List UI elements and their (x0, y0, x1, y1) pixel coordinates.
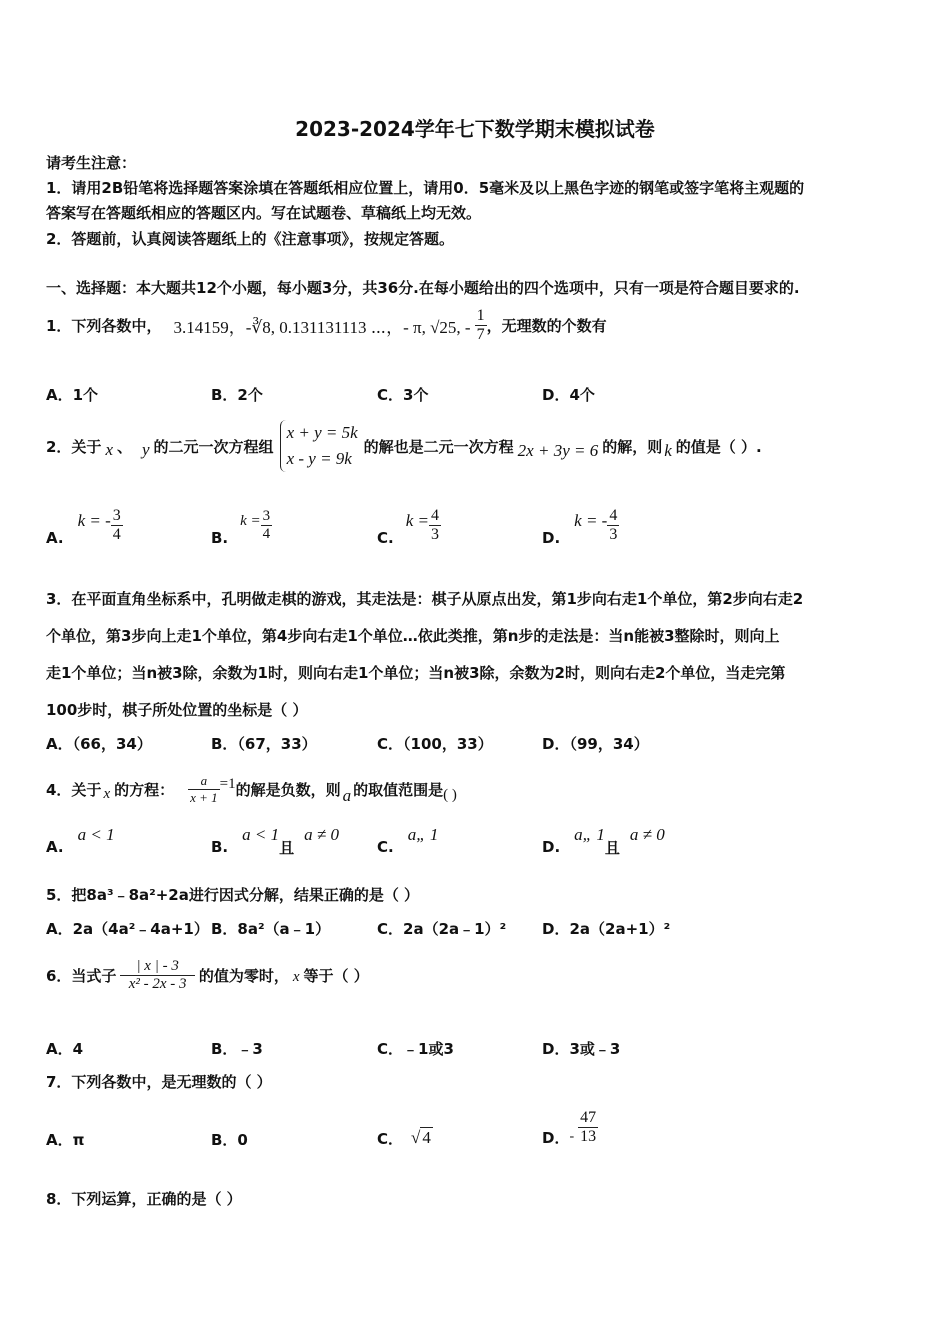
q2-equation-1: x + y = 5k (286, 423, 358, 442)
q4-frac-numerator: a (200, 772, 208, 788)
q3-option-b: B．（67，33） (211, 735, 317, 753)
q2-option-a (46, 502, 123, 548)
q4-option-b-label: B. (211, 838, 229, 856)
question-7: 7．下列各数中，是无理数的（ ） (46, 1073, 272, 1091)
q2-var-k: k (664, 441, 672, 460)
q1-frac-denominator: 7 (476, 325, 485, 343)
q2-option-b-label: B. (211, 529, 229, 547)
q4-option-d (542, 822, 665, 858)
q4-text-4: 的取值范围是 (353, 780, 444, 799)
q2-b-denominator: 4 (262, 525, 271, 542)
q4-text-3: 的解是负数，则 (235, 780, 341, 799)
q1-suffix: ，无理数的个数有 (486, 316, 607, 335)
q3-option-c: C．（100，33） (377, 735, 493, 753)
q6-option-c: C．﹣1或3 (377, 1040, 454, 1058)
q2-option-b-expr: k = (240, 512, 261, 529)
q2-option-d (542, 502, 619, 548)
question-2 (46, 418, 762, 474)
q7-option-d-sign: - (569, 1129, 575, 1144)
q4-frac-denominator: x + 1 (190, 789, 218, 805)
q6-option-d: D．3或﹣3 (542, 1040, 621, 1058)
q4-option-c-label: C. (377, 838, 394, 856)
q4-option-d-expr-2: a ≠ 0 (629, 825, 665, 844)
q5-option-c: C．2a（2a﹣1）² (377, 920, 507, 938)
q2-text-4: 的解，则 (602, 437, 663, 456)
q1-frac-numerator: 1 (476, 306, 485, 324)
q1-fraction (475, 307, 487, 344)
q2-option-d-label: D. (542, 529, 561, 547)
q6-text-1: 6．当式子 (46, 966, 117, 985)
q4-var-x: x (103, 785, 111, 802)
question-6 (46, 952, 369, 998)
q4-option-a-label: A. (46, 838, 64, 856)
q2-separator: 、 (116, 437, 132, 456)
question-8: 8．下列运算，正确的是（ ） (46, 1190, 242, 1208)
q1-prefix: 1．下列各数中， (46, 316, 162, 335)
section-heading: 一、选择题：本大题共12个小题，每小题3分，共36分.在每小题给出的四个选项中，只有一项是符合题目要求的. (46, 279, 800, 297)
q2-text-1: 2．关于 (46, 437, 102, 456)
q4-var-a: a (342, 786, 352, 805)
q4-text-1: 4．关于 (46, 780, 102, 799)
q2-option-a-label: A. (46, 529, 64, 547)
q3-option-d: D．（99，34） (542, 735, 649, 753)
q2-b-numerator: 3 (262, 507, 271, 524)
q4-option-d-and: 且 (604, 838, 620, 857)
q2-equation-3: 2x + 3y = 6 (517, 441, 599, 460)
q6-frac-denominator: x² - 2x - 3 (120, 975, 194, 993)
q7-option-b: B．0 (211, 1131, 248, 1149)
q2-option-c-expr: k = (405, 511, 429, 530)
question-5: 5．把8a³﹣8a²+2a进行因式分解，结果正确的是（ ） (46, 886, 420, 904)
q7-option-d-fraction (578, 1109, 598, 1146)
q5-option-d: D．2a（2a+1）² (542, 920, 671, 938)
page-title: 2023-2024学年七下数学期末模拟试卷 (295, 117, 655, 141)
question-1 (46, 300, 607, 350)
q6-text-3: 等于（ ） (303, 966, 369, 985)
q4-option-a (46, 822, 115, 858)
q4-option-c (377, 822, 438, 858)
q1-option-d: D．4个 (542, 386, 595, 404)
q2-text-3: 的解也是二元一次方程 (363, 437, 514, 456)
notice-item-2: 2．答题前，认真阅读答题纸上的《注意事项》，按规定答题。 (46, 230, 454, 248)
q7-option-d-label: D． (542, 1128, 570, 1147)
q2-text-2: 的二元一次方程组 (153, 437, 274, 456)
q4-option-b-expr: a < 1 (242, 825, 280, 844)
q1-option-b: B．2个 (211, 386, 263, 404)
q7-option-c-sqrt: √ 4 (411, 1128, 431, 1147)
q4-answer-blank: ( ) (443, 786, 457, 803)
q7-d-denominator: 13 (580, 1127, 597, 1145)
q2-option-b-fraction (261, 508, 273, 543)
q6-option-b: B．﹣3 (211, 1040, 263, 1058)
q2-option-c-fraction (429, 507, 441, 544)
q2-a-numerator: 3 (112, 506, 121, 524)
q2-option-b (211, 502, 272, 548)
q3-line-2: 个单位，第3步向上走1个单位，第4步向右走1个单位…依此类推，第n步的走法是：当n能被3整除时，则向上 (46, 627, 780, 645)
q5-option-a: A．2a（4a²﹣4a+1） (46, 920, 209, 938)
q4-option-d-label: D. (542, 838, 561, 856)
q4-text-2: 的方程： (114, 780, 175, 799)
q6-text-2: 的值为零时， (198, 966, 289, 985)
q2-option-a-fraction (111, 507, 123, 544)
q6-option-a: A．4 (46, 1040, 84, 1058)
q2-var-y: y (142, 440, 150, 459)
q2-c-denominator: 3 (431, 525, 439, 543)
notice-item-1a: 1．请用2B铅笔将选择题答案涂填在答题纸相应位置上，请用0．5毫米及以上黑色字迹的钢笔或签字笔将主观题的 (46, 179, 805, 197)
q7-option-a: A．π (46, 1131, 85, 1149)
q2-var-x: x (105, 440, 113, 459)
q4-option-a-expr: a < 1 (77, 825, 115, 844)
q2-option-a-expr: k = - (77, 511, 111, 530)
q2-c-numerator: 4 (431, 506, 439, 524)
q2-equation-system (280, 420, 358, 472)
q2-option-d-fraction (607, 507, 619, 544)
q4-option-b (211, 822, 339, 858)
notice-item-1b: 答案写在答题纸相应的答题区内。写在试题卷、草稿纸上均无效。 (46, 204, 482, 222)
q4-option-b-expr-2: a ≠ 0 (304, 825, 339, 844)
q4-option-b-and: 且 (279, 838, 295, 857)
q5-option-b: B．8a²（a﹣1） (211, 920, 331, 938)
q1-option-a: A．1个 (46, 386, 99, 404)
q2-option-c-label: C. (377, 529, 394, 547)
q2-text-5: 的值是（ ）. (675, 437, 762, 456)
q7-option-c (377, 1124, 433, 1152)
q7-d-numerator: 47 (580, 1108, 597, 1126)
q2-d-denominator: 3 (609, 525, 618, 543)
q4-fraction (188, 773, 220, 806)
q3-option-a: A．（66，34） (46, 735, 152, 753)
question-4 (46, 766, 457, 812)
q6-fraction (120, 958, 194, 993)
q4-equals-one: =1 (219, 775, 236, 792)
q2-option-d-expr: k = - (574, 511, 608, 530)
q1-number-list: 3.14159，-∛8, 0.131131113 ⋯，- π, √25, - (173, 317, 471, 337)
q3-line-3: 走1个单位；当n被3除，余数为1时，则向右走1个单位；当n被3除，余数为2时，则向右走2个单位，当走完第 (46, 664, 786, 682)
q7-option-c-radicand: 4 (422, 1128, 431, 1147)
q2-a-denominator: 4 (112, 525, 121, 543)
q2-equation-2: x - y = 9k (286, 449, 352, 468)
q2-d-numerator: 4 (609, 506, 618, 524)
q3-line-1: 3．在平面直角坐标系中，孔明做走棋的游戏，其走法是：棋子从原点出发，第1步向右走1个单位，第2步向右走2 (46, 590, 804, 608)
q6-var-x: x (292, 968, 300, 985)
q1-option-c: C．3个 (377, 386, 429, 404)
notice-heading: 请考生注意： (46, 154, 137, 172)
q7-option-c-label: C． (377, 1129, 404, 1148)
q6-frac-numerator: | x | - 3 (136, 957, 179, 974)
q7-option-d (542, 1102, 598, 1152)
q4-option-d-expr: a„ 1 (574, 825, 605, 844)
q4-option-c-expr: a„ 1 (407, 825, 439, 844)
q3-line-4: 100步时，棋子所处位置的坐标是（ ） (46, 701, 308, 719)
q2-option-c (377, 502, 441, 548)
